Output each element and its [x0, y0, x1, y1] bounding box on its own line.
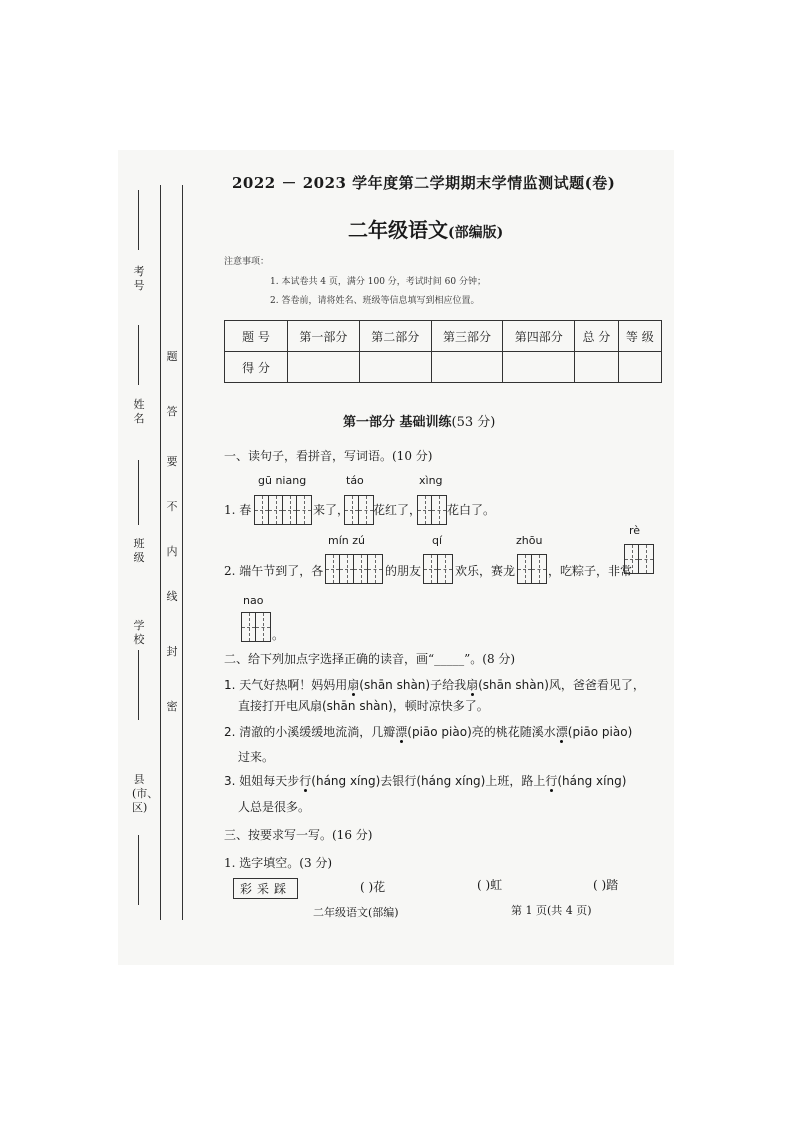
fill-blank[interactable]: ( )虹	[477, 878, 503, 892]
writing-grid[interactable]	[325, 554, 383, 584]
footer-subject: 二年级语文(部编)	[313, 906, 399, 919]
fill-blank[interactable]: ( )踏	[593, 878, 619, 892]
score-table-cell: 第二部分	[359, 321, 431, 352]
q1-line1-text: 1. 春	[224, 503, 252, 517]
score-table-score-row	[225, 352, 662, 383]
field-exam-number-line	[138, 190, 139, 250]
seal-char: 题	[166, 350, 178, 363]
binding-line-inner	[182, 185, 183, 920]
field-school-line	[138, 650, 139, 720]
pinyin-choice[interactable]: (háng xíng)上班，路上	[416, 774, 546, 788]
q2-sentence-1-cont[interactable]: 直接打开电风扇(shān shàn)，顿时凉快多了。	[238, 699, 489, 713]
q1-line1-text: 花红了，	[373, 503, 422, 517]
q2-sentence-3	[224, 772, 626, 789]
notice-heading: 注意事项：	[224, 257, 270, 267]
dotted-char: 扇	[466, 678, 479, 692]
field-class: 班级	[133, 537, 145, 564]
sentence-text: 3. 姐姐每天步	[224, 774, 300, 788]
q1-line3-end: 。	[272, 628, 285, 642]
notice-item: 1. 本试卷共 4 页，满分 100 分，考试时间 60 分钟；	[270, 277, 486, 287]
pinyin: táo	[346, 474, 364, 487]
pinyin: nao	[243, 594, 264, 607]
score-table-cell: 第四部分	[503, 321, 575, 352]
q2-sentence-1	[224, 676, 645, 693]
q1-heading: 一、读句子，看拼音，写词语。(10 分)	[224, 449, 433, 463]
field-county-line	[138, 835, 139, 905]
seal-char: 要	[166, 455, 178, 468]
seal-char: 密	[166, 700, 178, 713]
field-name: 姓名	[133, 398, 145, 425]
score-table-cell: 等 级	[618, 321, 661, 352]
seal-char: 线	[166, 590, 178, 603]
pinyin-choice[interactable]: (piāo piào)亮的桃花随溪水	[407, 725, 556, 739]
field-school: 学校	[133, 619, 145, 646]
option-box: 彩采踩	[233, 878, 298, 899]
q2-sentence-2	[224, 723, 632, 740]
pinyin: gū niang	[258, 474, 307, 487]
q1-line2-text: ，吃粽子，非常	[548, 564, 633, 578]
score-input-cell[interactable]	[431, 352, 503, 383]
score-input-cell[interactable]	[575, 352, 618, 383]
pinyin-choice[interactable]: (shān shàn)风，爸爸看见了，	[478, 678, 645, 692]
field-county: 县(市、区)	[132, 773, 159, 814]
seal-char: 答	[166, 405, 178, 418]
part1-score: (53 分)	[451, 415, 496, 430]
score-input-cell[interactable]	[618, 352, 661, 383]
exam-sheet	[118, 150, 674, 965]
sentence-text: 1. 天气好热啊！妈妈用	[224, 678, 348, 692]
edition-label: (部编版)	[448, 225, 504, 241]
exam-title: 2022 － 2023 学年度第二学期期末学情监测试题(卷)	[232, 174, 616, 192]
score-table-cell: 得 分	[225, 352, 288, 383]
q1-line2-text: 2. 端午节到了，各	[224, 564, 324, 578]
writing-grid[interactable]	[241, 612, 271, 642]
field-exam-number: 考号	[133, 265, 145, 292]
score-table-header-row	[225, 321, 662, 352]
q1-line1-text: 来了，	[313, 503, 350, 517]
q2-sentence-2-cont: 过来。	[238, 750, 275, 764]
pinyin-choice[interactable]: (shān shàn)子给我	[359, 678, 467, 692]
dotted-char: 行	[545, 774, 558, 788]
dotted-char: 行	[299, 774, 312, 788]
dotted-char: 漂	[555, 725, 568, 739]
q3-heading: 三、按要求写一写。(16 分)	[224, 828, 373, 842]
pinyin: qí	[432, 534, 443, 547]
footer-page-number: 第 1 页(共 4 页)	[511, 904, 592, 917]
part1-title	[343, 411, 495, 430]
score-input-cell[interactable]	[359, 352, 431, 383]
seal-char: 不	[166, 500, 178, 513]
notice-item: 2. 答卷前，请将姓名、班级等信息填写到相应位置。	[270, 296, 480, 306]
fill-blank[interactable]: ( )花	[360, 880, 386, 894]
pinyin-choice[interactable]: (piāo piào)	[567, 725, 633, 739]
writing-grid[interactable]	[344, 495, 374, 525]
score-table-cell: 总 分	[575, 321, 618, 352]
score-table-cell: 题 号	[225, 321, 288, 352]
exam-subtitle	[348, 214, 503, 243]
pinyin: xìng	[419, 474, 443, 487]
q3-sub1: 1. 选字填空。(3 分)	[224, 856, 333, 870]
writing-grid[interactable]	[624, 544, 654, 574]
q1-line2-text: 的朋友	[385, 564, 422, 578]
q1-line1-text: 花白了。	[447, 503, 496, 517]
dotted-char: 漂	[395, 725, 408, 739]
score-input-cell[interactable]	[288, 352, 360, 383]
dotted-char: 扇	[347, 678, 360, 692]
writing-grid[interactable]	[517, 554, 547, 584]
field-class-line	[138, 460, 139, 525]
sentence-text: 2. 清澈的小溪缓缓地流淌，几瓣	[224, 725, 396, 739]
seal-char: 内	[166, 545, 178, 558]
score-table	[224, 320, 662, 383]
score-table-cell: 第三部分	[431, 321, 503, 352]
q2-heading: 二、给下列加点字选择正确的读音，画“_____”。(8 分)	[224, 652, 516, 666]
q2-sentence-3-cont: 人总是很多。	[238, 800, 311, 814]
sentence-text: 行	[404, 774, 417, 788]
writing-grid[interactable]	[417, 495, 447, 525]
q1-line2-text: 欢乐，赛龙	[455, 564, 516, 578]
binding-line-outer	[160, 185, 161, 920]
writing-grid[interactable]	[423, 554, 453, 584]
seal-char: 封	[166, 645, 178, 658]
score-table-cell: 第一部分	[288, 321, 360, 352]
pinyin: mín zú	[328, 534, 365, 547]
pinyin-choice[interactable]: (háng xíng)去银	[311, 774, 405, 788]
pinyin: rè	[629, 524, 641, 537]
subject-name: 二年级语文	[348, 218, 448, 242]
part1-title-text: 第一部分 基础训练	[343, 415, 452, 430]
field-name-line	[138, 325, 139, 385]
score-input-cell[interactable]	[503, 352, 575, 383]
pinyin-choice[interactable]: (háng xíng)	[557, 774, 627, 788]
pinyin: zhōu	[516, 534, 543, 547]
writing-grid[interactable]	[254, 495, 312, 525]
